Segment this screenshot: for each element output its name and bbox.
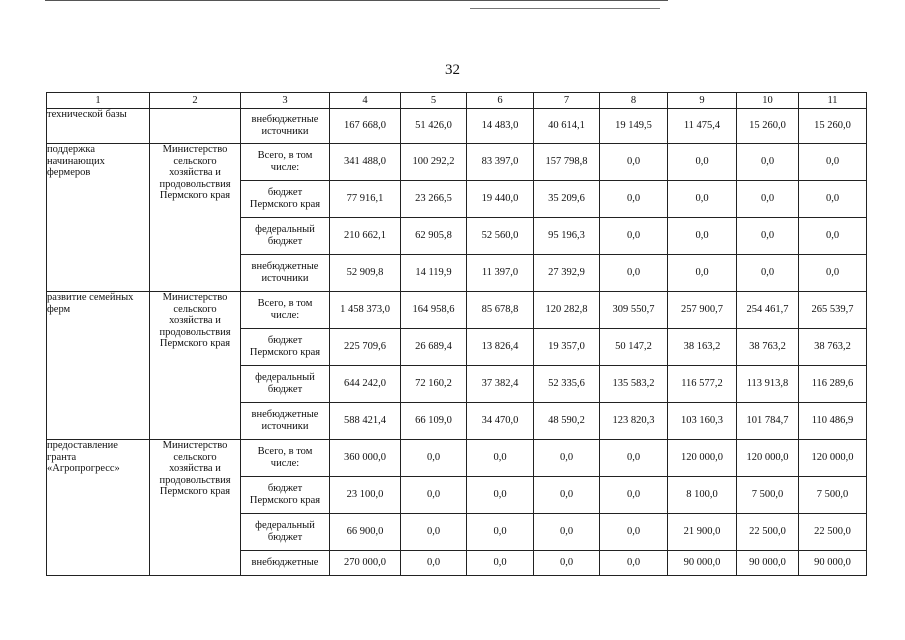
- value-cell: 66 900,0: [330, 514, 401, 551]
- source-cell: федеральный бюджет: [241, 366, 330, 403]
- value-cell: 11 475,4: [668, 109, 737, 144]
- value-cell: 15 260,0: [799, 109, 867, 144]
- value-cell: 0,0: [401, 477, 467, 514]
- value-cell: 100 292,2: [401, 144, 467, 181]
- column-header: 3: [241, 93, 330, 109]
- value-cell: 0,0: [401, 551, 467, 576]
- value-cell: 52 560,0: [467, 218, 534, 255]
- value-cell: 11 397,0: [467, 255, 534, 292]
- value-cell: 210 662,1: [330, 218, 401, 255]
- value-cell: 34 470,0: [467, 403, 534, 440]
- source-cell: федеральный бюджет: [241, 514, 330, 551]
- executor-cell: Министерство сельского хозяйства и продовольствия Пермского края: [150, 144, 241, 292]
- value-cell: 90 000,0: [668, 551, 737, 576]
- value-cell: 23 266,5: [401, 181, 467, 218]
- value-cell: 257 900,7: [668, 292, 737, 329]
- source-cell: внебюджетные источники: [241, 255, 330, 292]
- budget-table: [46, 92, 867, 576]
- value-cell: 341 488,0: [330, 144, 401, 181]
- value-cell: 120 000,0: [668, 440, 737, 477]
- source-cell: Всего, в том числе:: [241, 440, 330, 477]
- value-cell: 0,0: [534, 514, 600, 551]
- executor-cell: Министерство сельского хозяйства и продовольствия Пермского края: [150, 440, 241, 576]
- source-cell: федеральный бюджет: [241, 218, 330, 255]
- source-cell: внебюджетные источники: [241, 403, 330, 440]
- value-cell: 50 147,2: [600, 329, 668, 366]
- value-cell: 164 958,6: [401, 292, 467, 329]
- value-cell: 83 397,0: [467, 144, 534, 181]
- event-cell: технической базы: [47, 109, 150, 144]
- column-header: 9: [668, 93, 737, 109]
- value-cell: 120 000,0: [799, 440, 867, 477]
- column-header: 5: [401, 93, 467, 109]
- source-cell: бюджет Пермского края: [241, 477, 330, 514]
- source-cell: внебюджетные: [241, 551, 330, 576]
- table-row: [47, 292, 867, 329]
- value-cell: 254 461,7: [737, 292, 799, 329]
- value-cell: 22 500,0: [799, 514, 867, 551]
- value-cell: 23 100,0: [330, 477, 401, 514]
- column-header: 4: [330, 93, 401, 109]
- value-cell: 0,0: [799, 181, 867, 218]
- value-cell: 0,0: [737, 218, 799, 255]
- header-row: [47, 93, 867, 109]
- value-cell: 0,0: [737, 181, 799, 218]
- value-cell: 95 196,3: [534, 218, 600, 255]
- column-header: 7: [534, 93, 600, 109]
- value-cell: 167 668,0: [330, 109, 401, 144]
- value-cell: 14 119,9: [401, 255, 467, 292]
- value-cell: 157 798,8: [534, 144, 600, 181]
- executor-cell: Министерство сельского хозяйства и продовольствия Пермского края: [150, 292, 241, 440]
- value-cell: 77 916,1: [330, 181, 401, 218]
- value-cell: 40 614,1: [534, 109, 600, 144]
- value-cell: 120 000,0: [737, 440, 799, 477]
- value-cell: 360 000,0: [330, 440, 401, 477]
- table-row: [47, 440, 867, 477]
- value-cell: 27 392,9: [534, 255, 600, 292]
- value-cell: 72 160,2: [401, 366, 467, 403]
- page-number: 32: [445, 62, 460, 78]
- column-header: 8: [600, 93, 668, 109]
- value-cell: 52 909,8: [330, 255, 401, 292]
- value-cell: 52 335,6: [534, 366, 600, 403]
- value-cell: 103 160,3: [668, 403, 737, 440]
- value-cell: 19 440,0: [467, 181, 534, 218]
- value-cell: 123 820,3: [600, 403, 668, 440]
- value-cell: 51 426,0: [401, 109, 467, 144]
- value-cell: 0,0: [534, 551, 600, 576]
- value-cell: 38 763,2: [799, 329, 867, 366]
- value-cell: 265 539,7: [799, 292, 867, 329]
- value-cell: 309 550,7: [600, 292, 668, 329]
- value-cell: 90 000,0: [799, 551, 867, 576]
- value-cell: 113 913,8: [737, 366, 799, 403]
- value-cell: 1 458 373,0: [330, 292, 401, 329]
- value-cell: 14 483,0: [467, 109, 534, 144]
- value-cell: 0,0: [467, 440, 534, 477]
- value-cell: 0,0: [401, 440, 467, 477]
- value-cell: 0,0: [467, 477, 534, 514]
- value-cell: 116 577,2: [668, 366, 737, 403]
- value-cell: 37 382,4: [467, 366, 534, 403]
- source-cell: внебюджетные источники: [241, 109, 330, 144]
- value-cell: 0,0: [737, 255, 799, 292]
- column-header: 10: [737, 93, 799, 109]
- value-cell: 0,0: [600, 255, 668, 292]
- event-cell: предоставление гранта «Агропрогресс»: [47, 440, 150, 576]
- value-cell: 22 500,0: [737, 514, 799, 551]
- value-cell: 0,0: [668, 181, 737, 218]
- value-cell: 0,0: [799, 144, 867, 181]
- executor-cell: [150, 109, 241, 144]
- value-cell: 19 357,0: [534, 329, 600, 366]
- value-cell: 0,0: [668, 218, 737, 255]
- event-cell: развитие семейных ферм: [47, 292, 150, 440]
- value-cell: 7 500,0: [799, 477, 867, 514]
- value-cell: 26 689,4: [401, 329, 467, 366]
- value-cell: 19 149,5: [600, 109, 668, 144]
- value-cell: 62 905,8: [401, 218, 467, 255]
- value-cell: 35 209,6: [534, 181, 600, 218]
- column-header: 2: [150, 93, 241, 109]
- value-cell: 7 500,0: [737, 477, 799, 514]
- value-cell: 135 583,2: [600, 366, 668, 403]
- value-cell: 0,0: [600, 181, 668, 218]
- value-cell: 48 590,2: [534, 403, 600, 440]
- event-cell: поддержка начинающих фермеров: [47, 144, 150, 292]
- value-cell: 85 678,8: [467, 292, 534, 329]
- value-cell: 0,0: [401, 514, 467, 551]
- value-cell: 588 421,4: [330, 403, 401, 440]
- value-cell: 8 100,0: [668, 477, 737, 514]
- value-cell: 15 260,0: [737, 109, 799, 144]
- value-cell: 0,0: [668, 255, 737, 292]
- value-cell: 0,0: [737, 144, 799, 181]
- value-cell: 0,0: [467, 551, 534, 576]
- column-header: 1: [47, 93, 150, 109]
- value-cell: 0,0: [600, 477, 668, 514]
- value-cell: 0,0: [600, 144, 668, 181]
- value-cell: 116 289,6: [799, 366, 867, 403]
- value-cell: 90 000,0: [737, 551, 799, 576]
- value-cell: 38 763,2: [737, 329, 799, 366]
- column-header: 6: [467, 93, 534, 109]
- value-cell: 0,0: [600, 218, 668, 255]
- value-cell: 0,0: [534, 477, 600, 514]
- value-cell: 644 242,0: [330, 366, 401, 403]
- value-cell: 13 826,4: [467, 329, 534, 366]
- table-row: [47, 144, 867, 181]
- source-cell: Всего, в том числе:: [241, 292, 330, 329]
- table-row: [47, 109, 867, 144]
- source-cell: бюджет Пермского края: [241, 329, 330, 366]
- value-cell: 101 784,7: [737, 403, 799, 440]
- value-cell: 0,0: [534, 440, 600, 477]
- value-cell: 0,0: [600, 440, 668, 477]
- source-cell: Всего, в том числе:: [241, 144, 330, 181]
- value-cell: 21 900,0: [668, 514, 737, 551]
- top-rule-short: [470, 8, 660, 9]
- source-cell: бюджет Пермского края: [241, 181, 330, 218]
- column-header: 11: [799, 93, 867, 109]
- value-cell: 0,0: [799, 255, 867, 292]
- value-cell: 0,0: [600, 514, 668, 551]
- value-cell: 270 000,0: [330, 551, 401, 576]
- value-cell: 225 709,6: [330, 329, 401, 366]
- value-cell: 38 163,2: [668, 329, 737, 366]
- value-cell: 0,0: [467, 514, 534, 551]
- top-rule: [45, 0, 668, 1]
- value-cell: 110 486,9: [799, 403, 867, 440]
- value-cell: 66 109,0: [401, 403, 467, 440]
- value-cell: 0,0: [799, 218, 867, 255]
- value-cell: 0,0: [600, 551, 668, 576]
- value-cell: 0,0: [668, 144, 737, 181]
- value-cell: 120 282,8: [534, 292, 600, 329]
